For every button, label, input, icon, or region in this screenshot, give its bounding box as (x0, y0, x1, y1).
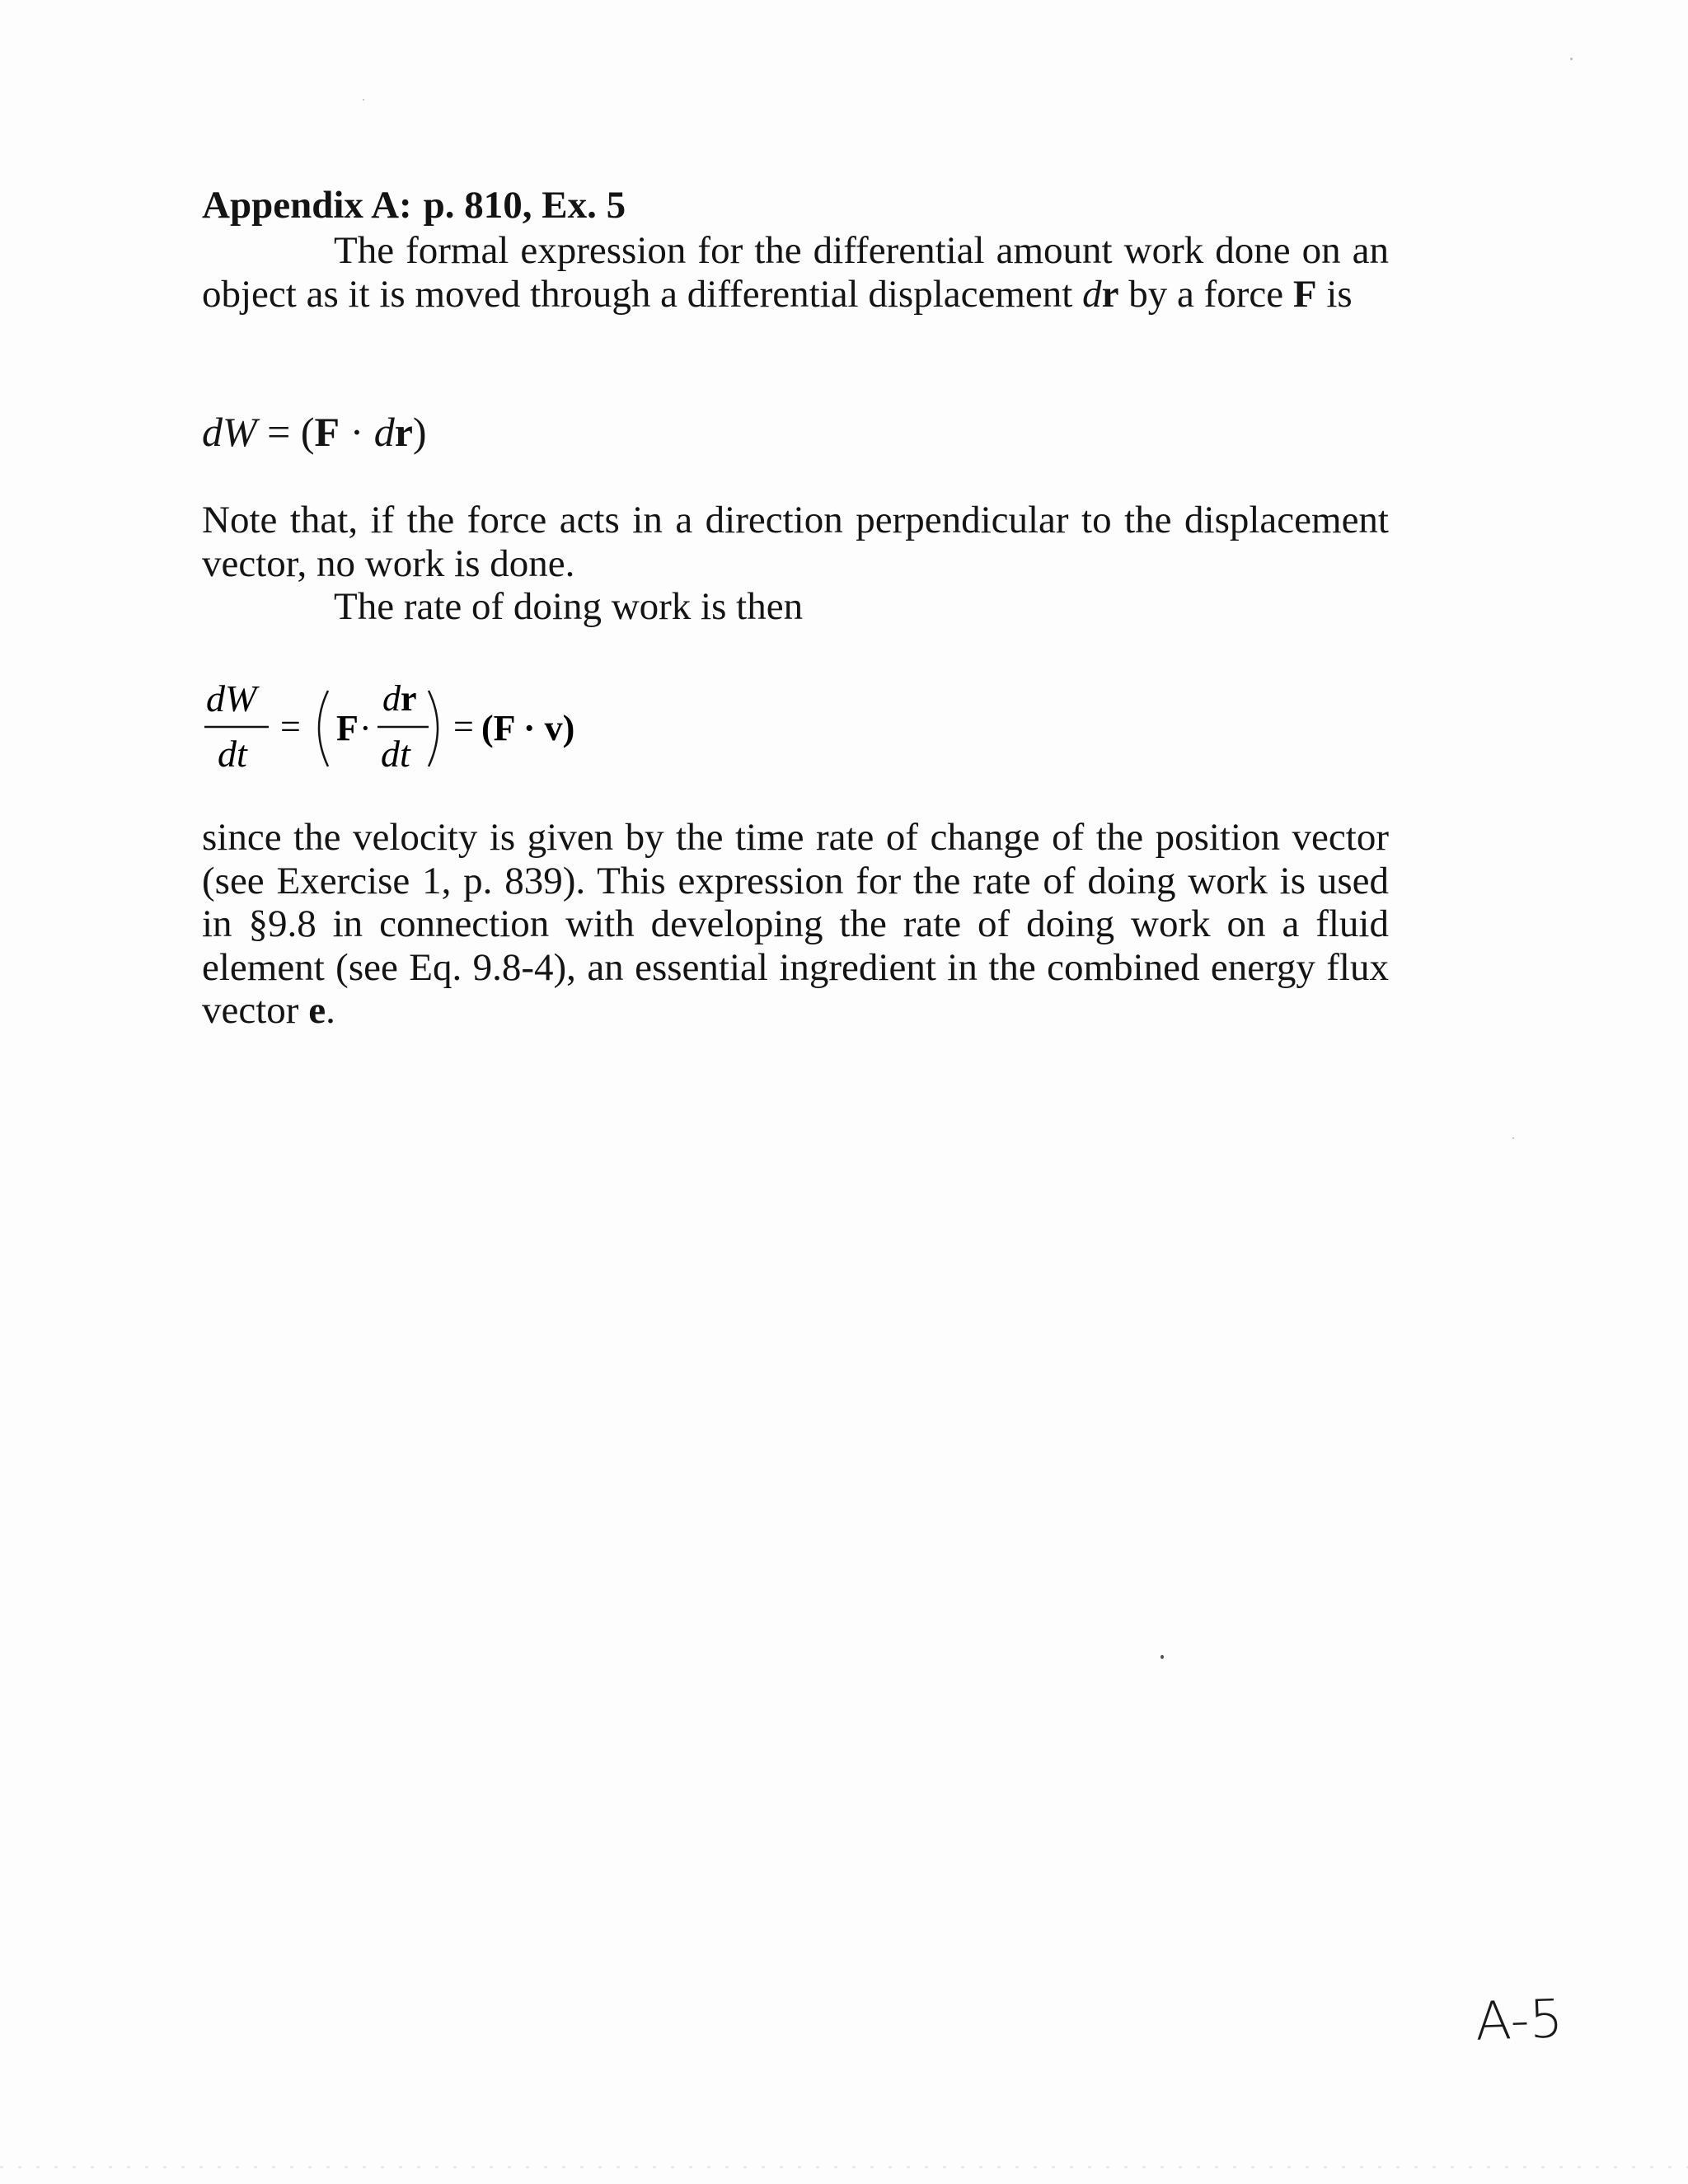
eq1-r: r (394, 409, 413, 455)
p1-symbol-r: r (1101, 272, 1119, 316)
eq1-close-paren: ) (412, 409, 427, 455)
heading-label: Appendix A: (202, 184, 412, 227)
eq1-open-paren: ( (300, 409, 315, 455)
scan-speck (1160, 1655, 1164, 1659)
p3-text-b: . (326, 989, 335, 1032)
eq2-num-dr (382, 678, 417, 719)
p1-text-c: is (1316, 272, 1353, 316)
eq2-rhs: (F · v) (481, 708, 575, 748)
eq2-num-r: r (401, 678, 417, 719)
paragraph-perpendicular-note (202, 499, 1389, 629)
eq2-left-paren (319, 691, 328, 766)
eq2-equals-1: = (280, 706, 301, 747)
eq1-dot: · (340, 409, 374, 455)
eq1-W: W (223, 409, 257, 455)
eq2-den-dt-2: dt (381, 733, 410, 775)
eq2-den-dt: dt (218, 733, 247, 775)
scan-speck (1512, 1137, 1514, 1139)
paragraph-velocity-explanation (202, 816, 1389, 1033)
eq2-F: F (336, 708, 359, 748)
handwritten-page-number: A-5 (1474, 1989, 1564, 2053)
equation-rate-of-work (195, 674, 607, 790)
p3-text-a: since the velocity is given by the time rate of change of the position vector (see Exercise 1, p. 839). This expression for the rate of doing work is used in §9.8 in connection with developing the rate of doing work on a fluid element (see Eq. 9.8-4), an essential ingredient in the combined energy flux vector (202, 816, 1389, 1032)
heading-reference: p. 810, Ex. 5 (423, 184, 626, 227)
appendix-heading (202, 183, 626, 227)
paragraph-work-definition (202, 229, 1389, 316)
p1-symbol-F: F (1292, 272, 1317, 316)
p2b-text: The rate of doing work is then (334, 585, 804, 628)
eq2-num-d: d (382, 678, 401, 719)
equation-dw (202, 408, 427, 456)
p1-text-a: The formal expression for the differential amount work done on an object as it is moved through a differential displacement (202, 229, 1389, 316)
eq2-right-paren (429, 691, 438, 766)
eq2-num-dW: dW (206, 677, 257, 719)
p2-text: Note that, if the force acts in a direction perpendicular to the displacement vector, no work is done. (202, 499, 1389, 585)
eq2-equals-2: = (453, 706, 474, 747)
eq1-F: F (314, 409, 340, 455)
eq1-d2: d (373, 409, 395, 455)
scan-speck (1570, 58, 1573, 60)
p1-text-b: by a force (1118, 272, 1293, 316)
scan-speck (363, 99, 364, 101)
p3-symbol-e: e (308, 989, 326, 1032)
eq1-equals: = (256, 409, 301, 455)
eq1-d: d (202, 409, 223, 455)
p1-symbol-d: d (1082, 272, 1102, 316)
scan-edge-noise (0, 2166, 1688, 2168)
eq2-dot: · (359, 708, 372, 748)
